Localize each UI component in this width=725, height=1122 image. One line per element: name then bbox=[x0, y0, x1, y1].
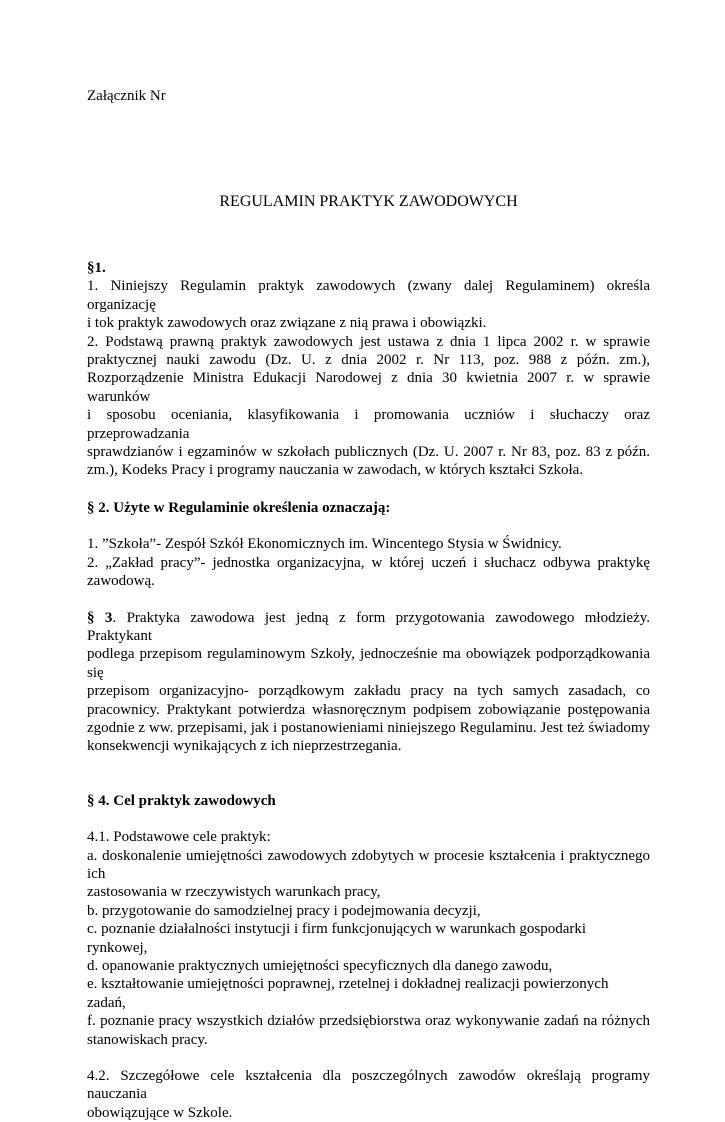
s3-line-3: przepisom organizacyjno- porządkowym zakładu pracy na tych samych zasadach, co bbox=[87, 683, 650, 700]
s3-line-6: konsekwencji wynikających z ich nieprzestrzegania. bbox=[87, 738, 402, 755]
s4-item-f-line-1: f. poznanie pracy wszystkich działów przedsiębiorstwa oraz wykonywanie zadań na różnych bbox=[87, 1013, 650, 1030]
s4-p42-line-1: 4.2. Szczegółowe cele kształcenia dla poszczególnych zawodów określają programy nauczania bbox=[87, 1068, 650, 1103]
annex-label: Załącznik Nr bbox=[87, 88, 166, 104]
section-4-heading: § 4. Cel praktyk zawodowych bbox=[87, 792, 276, 809]
s2-definition-2-line-1: 2. „Zakład pracy”- jednostka organizacyjna, w której uczeń i słuchacz odbywa praktykę bbox=[87, 554, 650, 571]
document-page bbox=[87, 0, 650, 1121]
section-2 bbox=[87, 499, 650, 591]
s3-line-1-text: . Praktyka zawodowa jest jedną z form przygotowania zawodowego młodzieży. Praktykant bbox=[87, 609, 650, 644]
section-3-heading: § 3 bbox=[87, 609, 113, 626]
section-1 bbox=[87, 259, 650, 480]
s2-definition-1: 1. ”Szkoła”- Zespół Szkół Ekonomicznych im. Wincentego Stysia w Świdnicy. bbox=[87, 536, 562, 553]
s3-line-5: zgodnie z ww. przepisami, jak i postanowieniami niniejszego Regulaminu. Jest też świadomy bbox=[87, 719, 650, 736]
s1-p1-line-2: i tok praktyk zawodowych oraz związane z nią prawa i obowiązki. bbox=[87, 315, 487, 332]
s4-item-f-line-2: stanowiskach pracy. bbox=[87, 1031, 208, 1048]
s3-line-1 bbox=[87, 609, 650, 646]
s1-p2-line-6: zm.), Kodeks Pracy i programy nauczania w zawodach, w których kształci Szkoła. bbox=[87, 462, 584, 479]
s4-item-b: b. przygotowanie do samodzielnej pracy i podejmowania decyzji, bbox=[87, 902, 481, 919]
section-3 bbox=[87, 609, 650, 756]
s1-p2-line-4: i sposobu oceniania, klasyfikowania i promowania uczniów i słuchaczy oraz przeprowadzania bbox=[87, 407, 650, 442]
s1-p2-line-1: 2. Podstawą prawną praktyk zawodowych jest ustawa z dnia 1 lipca 2002 r. w sprawie bbox=[87, 333, 650, 350]
s4-item-e: e. kształtowanie umiejętności poprawnej, rzetelnej i dokładnej realizacji powierzonych zadań, bbox=[87, 976, 609, 1011]
s4-item-d: d. opanowanie praktycznych umiejętności specyficznych dla danego zawodu, bbox=[87, 958, 553, 974]
s4-item-a-line-1: a. doskonalenie umiejętności zawodowych zdobytych w procesie kształcenia i praktycznego ich bbox=[87, 847, 650, 882]
section-1-heading: §1. bbox=[87, 260, 106, 276]
document-title: REGULAMIN PRAKTYK ZAWODOWYCH bbox=[219, 193, 518, 210]
document-body bbox=[87, 259, 650, 1122]
section-2-heading: § 2. Użyte w Regulaminie określenia oznaczają: bbox=[87, 499, 391, 516]
s4-p42-line-2: obowiązujące w Szkole. bbox=[87, 1104, 233, 1121]
s1-p2-line-3: Rozporządzenie Ministra Edukacji Narodowej z dnia 30 kwietnia 2007 r. w sprawie warunków bbox=[87, 370, 650, 405]
s3-line-2: podlega przepisom regulaminowym Szkoły, jednocześnie ma obowiązek podporządkowania się bbox=[87, 646, 650, 681]
s4-item-c: c. poznanie działalności instytucji i firm funkcjonujących w warunkach gospodarki rynkowej, bbox=[87, 921, 587, 956]
s4-intro: 4.1. Podstawowe cele praktyk: bbox=[87, 829, 271, 846]
s2-definition-2-line-2: zawodową. bbox=[87, 573, 155, 590]
s1-p2-line-2: praktycznej nauki zawodu (Dz. U. z dnia 2002 r. Nr 113, poz. 988 z późn. zm.), bbox=[87, 352, 650, 369]
s1-p2-line-5: sprawdzianów i egzaminów w szkołach publicznych (Dz. U. 2007 r. Nr 83, poz. 83 z późn. bbox=[87, 444, 650, 461]
s3-line-4: pracownicy. Praktykant potwierdza własnoręcznym podpisem zobowiązanie postępowania bbox=[87, 701, 650, 718]
s4-item-a-line-2: zastosowania w rzeczywistych warunkach pracy, bbox=[87, 884, 381, 901]
s1-p1-line-1: 1. Niniejszy Regulamin praktyk zawodowych (zwany dalej Regulaminem) określa organizację bbox=[87, 278, 650, 313]
section-4 bbox=[87, 792, 650, 1122]
